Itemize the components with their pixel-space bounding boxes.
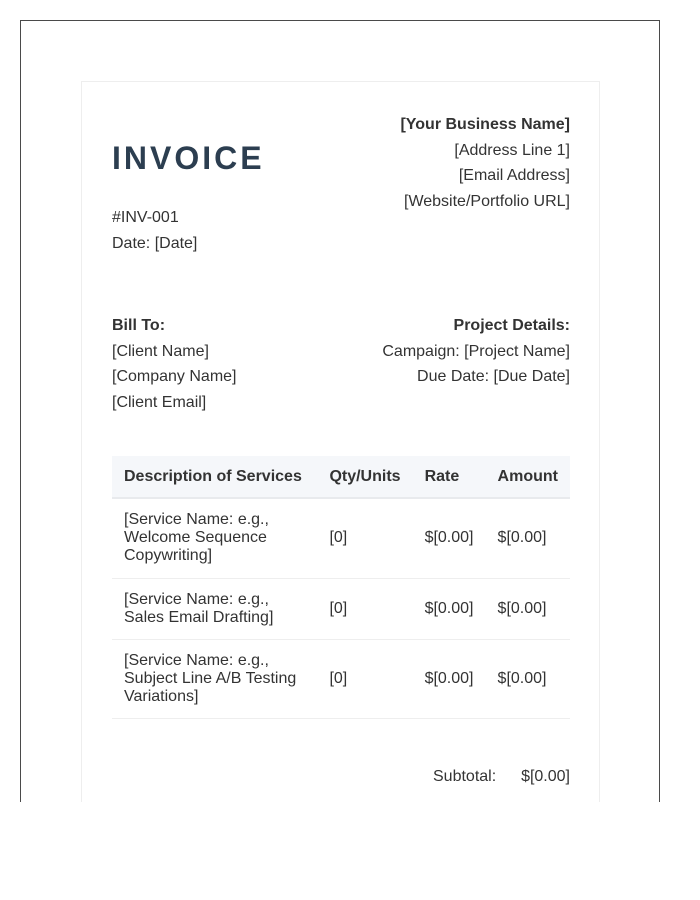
service-description — [112, 639, 317, 718]
header-qty: Qty/Units — [317, 456, 412, 498]
header-amount: Amount — [486, 456, 570, 498]
business-website: [Website/Portfolio URL] — [404, 193, 570, 210]
service-description — [112, 498, 317, 578]
subtotal-label: Subtotal: — [433, 768, 497, 785]
business-address: [Address Line 1] — [454, 142, 570, 159]
service-rate: $[0.00] — [413, 639, 486, 718]
project-details-heading: Project Details: — [453, 317, 570, 334]
table-header-row — [112, 456, 570, 498]
table-row — [112, 578, 570, 639]
service-amount: $[0.00] — [486, 578, 570, 639]
description-line: [Service Name: e.g., — [124, 590, 269, 608]
service-rate: $[0.00] — [413, 578, 486, 639]
header-description: Description of Services — [112, 456, 317, 498]
service-rate: $[0.00] — [413, 498, 486, 578]
business-name: [Your Business Name] — [400, 116, 570, 133]
service-amount: $[0.00] — [486, 498, 570, 578]
client-name: [Client Name] — [112, 343, 209, 360]
service-qty: [0] — [317, 498, 412, 578]
description-line: Variations] — [124, 687, 199, 705]
description-line: [Service Name: e.g., — [124, 511, 269, 529]
service-amount: $[0.00] — [486, 639, 570, 718]
description-line: Sales Email Drafting] — [124, 608, 274, 626]
bill-to-heading: Bill To: — [112, 317, 166, 334]
business-email: [Email Address] — [458, 167, 570, 184]
service-qty: [0] — [317, 578, 412, 639]
invoice-number: #INV-001 — [112, 209, 179, 226]
invoice-title: INVOICE — [112, 140, 265, 176]
company-name: [Company Name] — [112, 368, 237, 385]
service-description — [112, 578, 317, 639]
description-line: [Service Name: e.g., — [124, 651, 269, 669]
table-row — [112, 639, 570, 718]
subtotal-value: $[0.00] — [521, 768, 570, 785]
invoice-date: Date: [Date] — [112, 235, 198, 252]
client-email: [Client Email] — [112, 394, 207, 411]
description-line: Welcome Sequence — [124, 529, 267, 547]
services-table — [112, 456, 570, 719]
description-line: Copywriting] — [124, 547, 213, 565]
project-due-date: Due Date: [Due Date] — [417, 368, 570, 385]
description-line: Subject Line A/B Testing — [124, 669, 297, 687]
project-campaign: Campaign: [Project Name] — [382, 343, 570, 360]
table-row — [112, 498, 570, 578]
service-qty: [0] — [317, 639, 412, 718]
header-rate: Rate — [413, 456, 486, 498]
